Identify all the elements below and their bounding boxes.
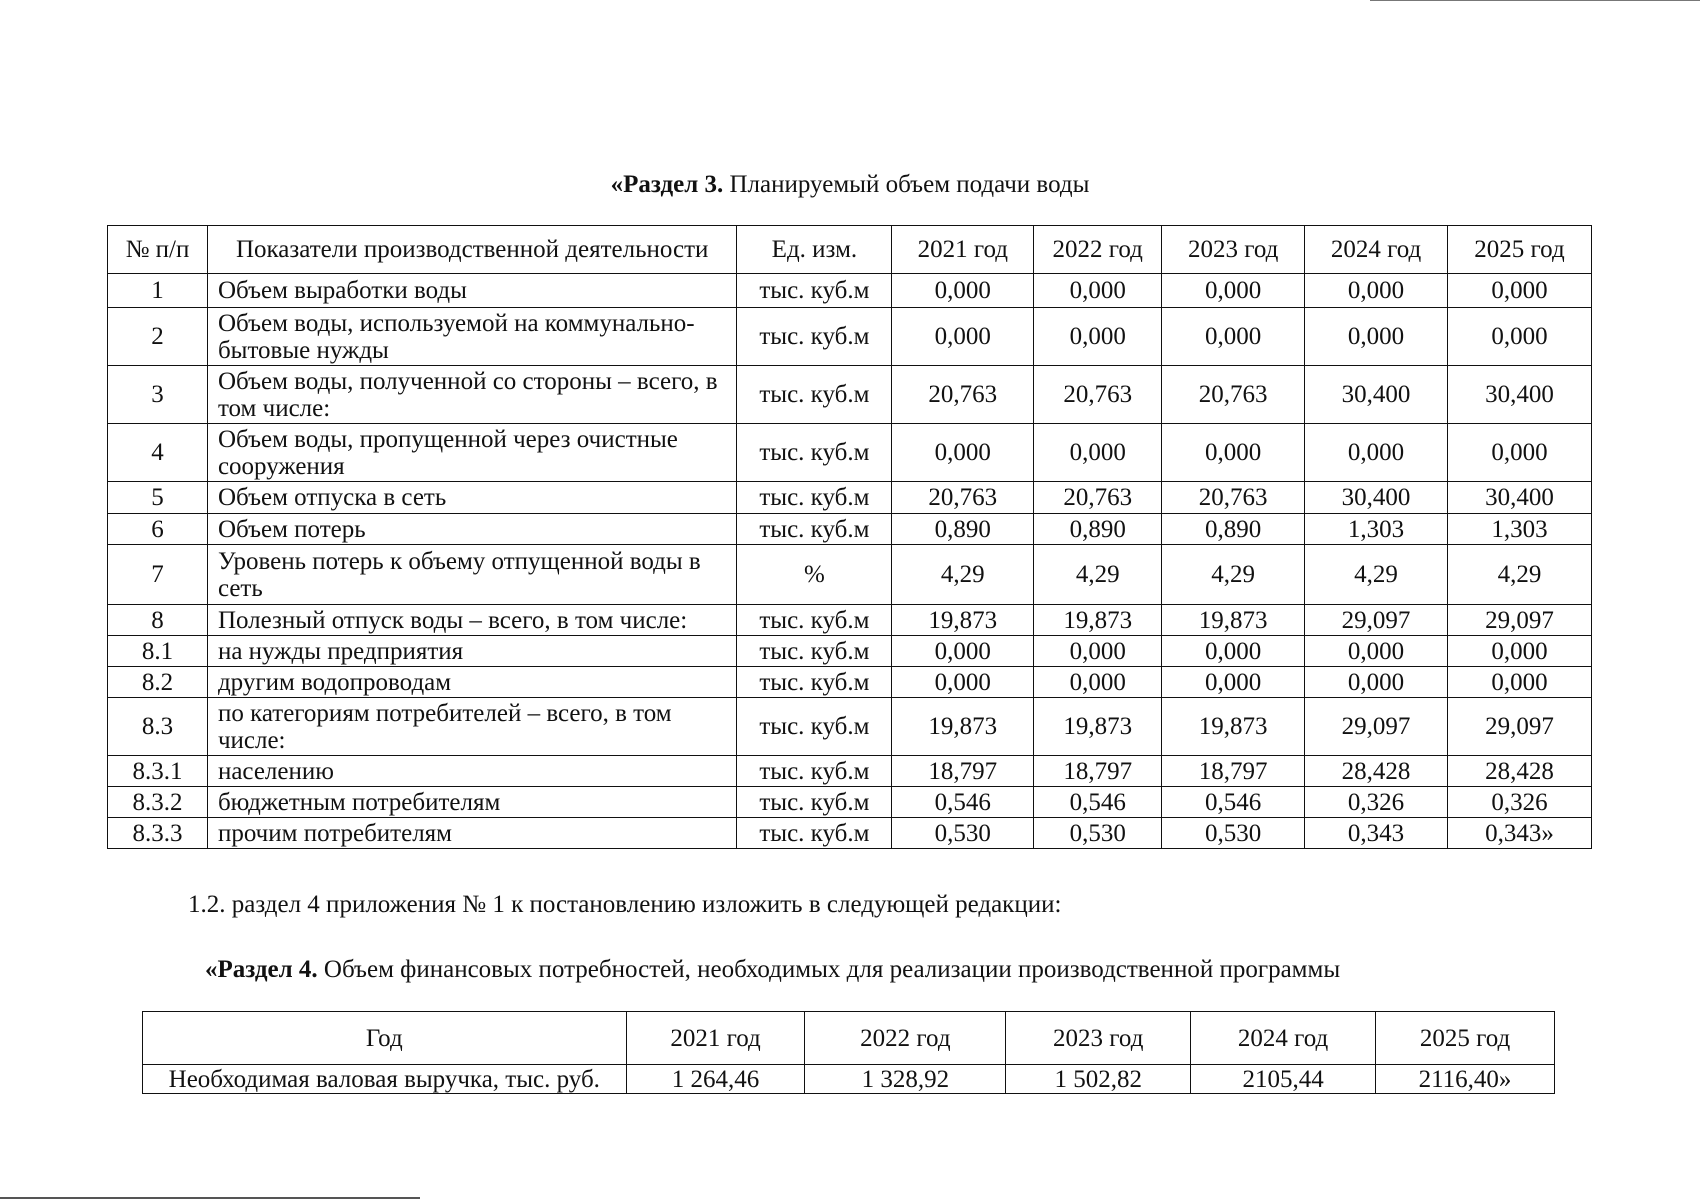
value-cell: 1 328,92 xyxy=(805,1065,1006,1094)
table-row xyxy=(108,605,1592,636)
value-cell: 0,343» xyxy=(1448,818,1592,849)
table-header-row xyxy=(143,1012,1555,1065)
value-cell: 20,763 xyxy=(1034,366,1162,424)
row-number: 8.1 xyxy=(108,636,208,667)
value-cell: 0,546 xyxy=(892,787,1034,818)
unit-cell: тыс. куб.м xyxy=(737,667,892,698)
unit-cell: тыс. куб.м xyxy=(737,698,892,756)
table-row xyxy=(108,545,1592,605)
section-4-title-text: Объем финансовых потребностей, необходимых для реализации производственной программы xyxy=(317,956,1341,983)
value-cell: 0,890 xyxy=(1034,514,1162,545)
value-cell: 0,000 xyxy=(1305,274,1448,308)
value-cell: 28,428 xyxy=(1305,756,1448,787)
value-cell: 0,546 xyxy=(1034,787,1162,818)
value-cell: 0,000 xyxy=(1448,424,1592,482)
value-cell: 19,873 xyxy=(892,605,1034,636)
indicator-name: населению xyxy=(207,756,737,787)
value-cell: 20,763 xyxy=(1162,482,1305,514)
unit-cell: тыс. куб.м xyxy=(737,787,892,818)
indicator-name: по категориям потребителей – всего, в том числе: xyxy=(207,698,737,756)
value-cell: 0,890 xyxy=(1162,514,1305,545)
row-label: Необходимая валовая выручка, тыс. руб. xyxy=(143,1065,627,1094)
value-cell: 0,000 xyxy=(1162,636,1305,667)
column-header: 2024 год xyxy=(1191,1012,1376,1065)
value-cell: 1 264,46 xyxy=(626,1065,805,1094)
value-cell: 2116,40» xyxy=(1376,1065,1555,1094)
row-number: 8.3.1 xyxy=(108,756,208,787)
value-cell: 28,428 xyxy=(1448,756,1592,787)
indicator-name: прочим потребителям xyxy=(207,818,737,849)
value-cell: 0,000 xyxy=(892,308,1034,366)
table-row xyxy=(108,514,1592,545)
unit-cell: тыс. куб.м xyxy=(737,636,892,667)
indicator-name: Объем воды, полученной со стороны – всего, в том числе: xyxy=(207,366,737,424)
table-row xyxy=(108,274,1592,308)
value-cell: 2105,44 xyxy=(1191,1065,1376,1094)
value-cell: 19,873 xyxy=(1034,605,1162,636)
value-cell: 0,326 xyxy=(1448,787,1592,818)
value-cell: 0,000 xyxy=(892,424,1034,482)
value-cell: 0,000 xyxy=(1162,274,1305,308)
table-row xyxy=(108,308,1592,366)
row-number: 8.3.3 xyxy=(108,818,208,849)
value-cell: 29,097 xyxy=(1305,605,1448,636)
value-cell: 0,530 xyxy=(1162,818,1305,849)
table-row xyxy=(108,756,1592,787)
row-number: 1 xyxy=(108,274,208,308)
row-number: 8.2 xyxy=(108,667,208,698)
value-cell: 18,797 xyxy=(1034,756,1162,787)
unit-cell: тыс. куб.м xyxy=(737,482,892,514)
value-cell: 4,29 xyxy=(1162,545,1305,605)
table-header-row xyxy=(108,226,1592,274)
value-cell: 20,763 xyxy=(1034,482,1162,514)
value-cell: 0,343 xyxy=(1305,818,1448,849)
value-cell: 1 502,82 xyxy=(1006,1065,1191,1094)
value-cell: 0,000 xyxy=(1448,274,1592,308)
value-cell: 0,000 xyxy=(1162,424,1305,482)
unit-cell: тыс. куб.м xyxy=(737,308,892,366)
table-row xyxy=(108,787,1592,818)
column-header: 2023 год xyxy=(1162,226,1305,274)
indicator-name: Объем отпуска в сеть xyxy=(207,482,737,514)
value-cell: 20,763 xyxy=(1162,366,1305,424)
table-row xyxy=(108,366,1592,424)
column-header: 2023 год xyxy=(1006,1012,1191,1065)
value-cell: 18,797 xyxy=(1162,756,1305,787)
water-supply-table xyxy=(107,225,1592,849)
unit-cell: тыс. куб.м xyxy=(737,818,892,849)
value-cell: 0,000 xyxy=(1162,667,1305,698)
indicator-name: Полезный отпуск воды – всего, в том числе: xyxy=(207,605,737,636)
value-cell: 19,873 xyxy=(1034,698,1162,756)
unit-cell: тыс. куб.м xyxy=(737,366,892,424)
table-row xyxy=(108,636,1592,667)
value-cell: 0,546 xyxy=(1162,787,1305,818)
value-cell: 4,29 xyxy=(1034,545,1162,605)
column-header: 2025 год xyxy=(1376,1012,1555,1065)
indicator-name: Объем воды, пропущенной через очистные сооружения xyxy=(207,424,737,482)
row-number: 8 xyxy=(108,605,208,636)
section-4-title-bold: «Раздел 4. xyxy=(205,956,318,983)
column-header: 2022 год xyxy=(805,1012,1006,1065)
value-cell: 29,097 xyxy=(1448,698,1592,756)
value-cell: 0,000 xyxy=(1448,636,1592,667)
value-cell: 0,000 xyxy=(1034,667,1162,698)
indicator-name: бюджетным потребителям xyxy=(207,787,737,818)
column-header: № п/п xyxy=(108,226,208,274)
value-cell: 30,400 xyxy=(1448,366,1592,424)
table-row xyxy=(108,482,1592,514)
value-cell: 0,000 xyxy=(1448,308,1592,366)
row-number: 4 xyxy=(108,424,208,482)
value-cell: 0,000 xyxy=(1305,308,1448,366)
value-cell: 0,000 xyxy=(892,274,1034,308)
section-4-title xyxy=(205,955,1340,985)
column-header: 2021 год xyxy=(626,1012,805,1065)
column-header: 2024 год xyxy=(1305,226,1448,274)
section-3-title-bold: «Раздел 3. xyxy=(610,171,724,198)
column-header: Ед. изм. xyxy=(737,226,892,274)
value-cell: 19,873 xyxy=(1162,698,1305,756)
value-cell: 0,890 xyxy=(892,514,1034,545)
value-cell: 20,763 xyxy=(892,482,1034,514)
column-header: 2022 год xyxy=(1034,226,1162,274)
value-cell: 0,530 xyxy=(1034,818,1162,849)
table-row xyxy=(143,1065,1555,1094)
indicator-name: Уровень потерь к объему отпущенной воды в сеть xyxy=(207,545,737,605)
value-cell: 18,797 xyxy=(892,756,1034,787)
indicator-name: на нужды предприятия xyxy=(207,636,737,667)
value-cell: 20,763 xyxy=(892,366,1034,424)
row-number: 3 xyxy=(108,366,208,424)
value-cell: 0,000 xyxy=(1305,424,1448,482)
unit-cell: тыс. куб.м xyxy=(737,756,892,787)
unit-cell: тыс. куб.м xyxy=(737,424,892,482)
value-cell: 0,000 xyxy=(1305,667,1448,698)
value-cell: 19,873 xyxy=(1162,605,1305,636)
value-cell: 0,530 xyxy=(892,818,1034,849)
table-row xyxy=(108,818,1592,849)
value-cell: 29,097 xyxy=(1448,605,1592,636)
indicator-name: Объем выработки воды xyxy=(207,274,737,308)
value-cell: 1,303 xyxy=(1305,514,1448,545)
section-3-title xyxy=(0,170,1700,200)
financial-needs-table xyxy=(142,1011,1555,1094)
value-cell: 29,097 xyxy=(1305,698,1448,756)
unit-cell: тыс. куб.м xyxy=(737,605,892,636)
unit-cell: тыс. куб.м xyxy=(737,274,892,308)
amendment-paragraph: 1.2. раздел 4 приложения № 1 к постановлению изложить в следующей редакции: xyxy=(188,891,1062,918)
column-header: Год xyxy=(143,1012,627,1065)
row-number: 7 xyxy=(108,545,208,605)
value-cell: 0,000 xyxy=(1034,274,1162,308)
value-cell: 0,000 xyxy=(1448,667,1592,698)
scan-edge-line-bottom xyxy=(0,1197,420,1199)
value-cell: 0,000 xyxy=(892,636,1034,667)
unit-cell: % xyxy=(737,545,892,605)
row-number: 8.3.2 xyxy=(108,787,208,818)
indicator-name: Объем потерь xyxy=(207,514,737,545)
table-row xyxy=(108,667,1592,698)
row-number: 2 xyxy=(108,308,208,366)
table-row xyxy=(108,424,1592,482)
value-cell: 4,29 xyxy=(892,545,1034,605)
table-row xyxy=(108,698,1592,756)
indicator-name: Объем воды, используемой на коммунально-бытовые нужды xyxy=(207,308,737,366)
value-cell: 30,400 xyxy=(1305,366,1448,424)
row-number: 8.3 xyxy=(108,698,208,756)
value-cell: 0,000 xyxy=(1162,308,1305,366)
value-cell: 30,400 xyxy=(1448,482,1592,514)
value-cell: 4,29 xyxy=(1448,545,1592,605)
value-cell: 0,000 xyxy=(1034,424,1162,482)
value-cell: 0,326 xyxy=(1305,787,1448,818)
scan-edge-line-top xyxy=(1370,0,1700,1)
column-header: 2025 год xyxy=(1448,226,1592,274)
value-cell: 0,000 xyxy=(1034,636,1162,667)
value-cell: 30,400 xyxy=(1305,482,1448,514)
value-cell: 0,000 xyxy=(892,667,1034,698)
row-number: 6 xyxy=(108,514,208,545)
value-cell: 19,873 xyxy=(892,698,1034,756)
column-header: 2021 год xyxy=(892,226,1034,274)
section-3-title-text: Планируемый объем подачи воды xyxy=(723,171,1090,198)
indicator-name: другим водопроводам xyxy=(207,667,737,698)
value-cell: 4,29 xyxy=(1305,545,1448,605)
value-cell: 1,303 xyxy=(1448,514,1592,545)
unit-cell: тыс. куб.м xyxy=(737,514,892,545)
row-number: 5 xyxy=(108,482,208,514)
value-cell: 0,000 xyxy=(1034,308,1162,366)
column-header: Показатели производственной деятельности xyxy=(207,226,737,274)
value-cell: 0,000 xyxy=(1305,636,1448,667)
